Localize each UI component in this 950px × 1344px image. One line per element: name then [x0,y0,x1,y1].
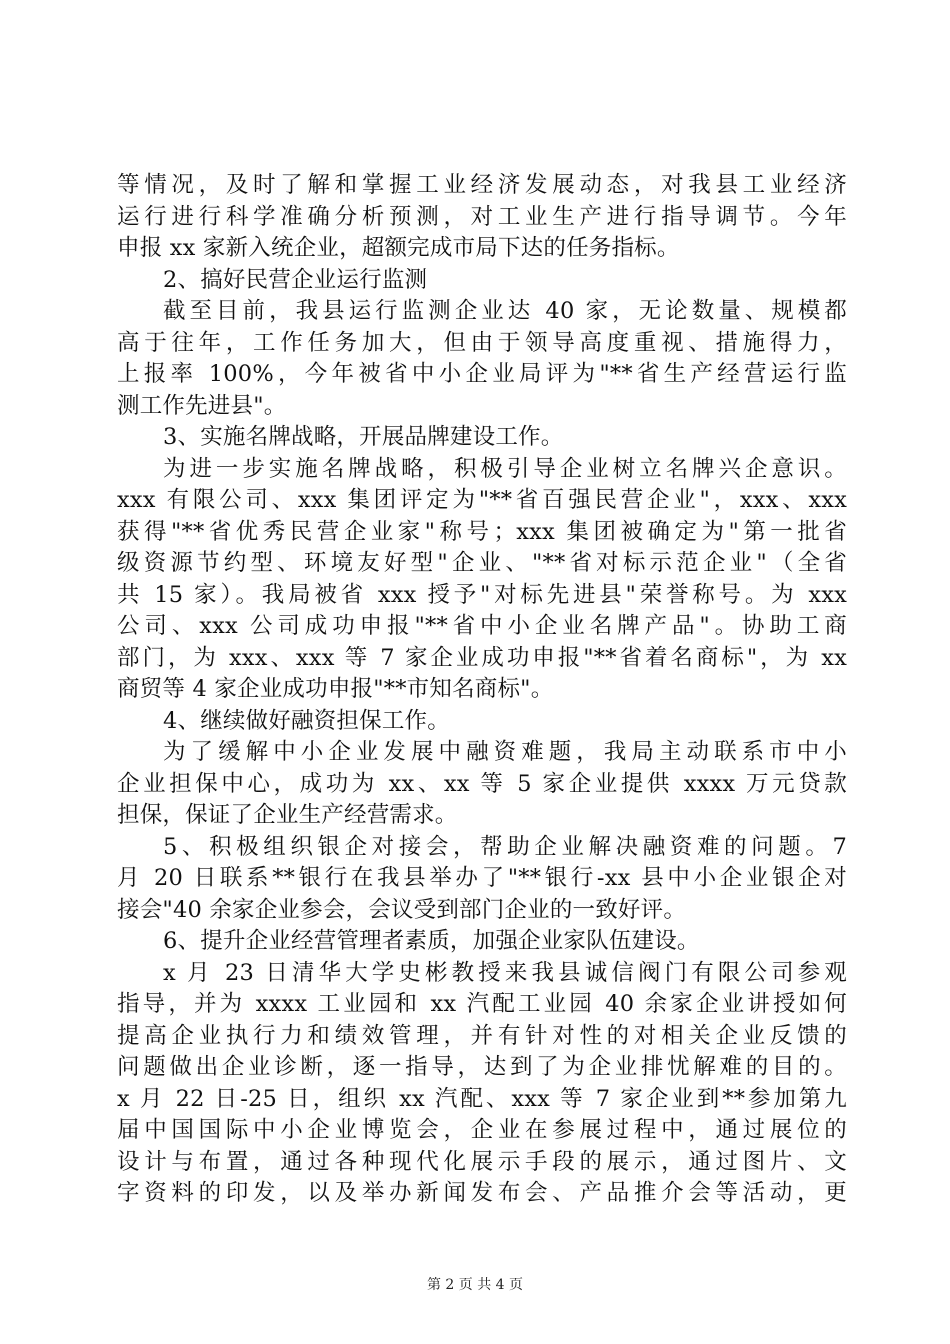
text-line: 提高企业执行力和绩效管理，并有针对性的对相关企业反馈的 [117,1022,847,1049]
text-line: 6、提升企业经营管理者素质，加强企业家队伍建设。 [163,928,700,954]
page-number-footer: 第 2 页 共 4 页 [426,1277,524,1293]
text-line: 获得"**省优秀民营企业家"称号；xxx 集团被确定为"第一批省 [117,518,847,545]
text-line: 截至目前，我县运行监测企业达 40 家，无论数量、规模都 [163,298,847,324]
text-line: 设计与布置，通过各种现代化展示手段的展示，通过图片、文 [117,1148,847,1175]
text-line: 指导，并为 xxxx 工业园和 xx 汽配工业园 40 余家企业讲授如何 [117,991,847,1017]
text-line: 4、继续做好融资担保工作。 [163,707,450,734]
text-line: 届中国国际中小企业博览会，企业在参展过程中，通过展位的 [117,1117,847,1143]
text-line: 公司、xxx 公司成功申报"**省中小企业名牌产品"。协助工商 [117,613,847,639]
text-line: 2、搞好民营企业运行监测 [163,266,428,293]
text-line: 商贸等 4 家企业成功申报"**市知名商标"。 [117,676,554,702]
text-line: 高于往年，工作任务加大，但由于领导高度重视、措施得力， [117,329,847,356]
text-line: 企业担保中心，成功为 xx、xx 等 5 家企业提供 xxxx 万元贷款 [117,770,847,797]
text-line: 问题做出企业诊断，逐一指导，达到了为企业排忧解难的目的。 [117,1054,847,1080]
text-line: 3、实施名牌战略，开展品牌建设工作。 [163,424,564,450]
text-line: 字资料的印发，以及举办新闻发布会、产品推介会等活动，更 [117,1180,847,1206]
text-line: 为进一步实施名牌战略，积极引导企业树立名牌兴企意识。 [163,455,847,482]
text-line: 等情况，及时了解和掌握工业经济发展动态，对我县工业经济 [117,172,847,198]
text-line: 上报率 100%，今年被省中小企业局评为"**省生产经营运行监 [117,361,847,387]
text-line: x 月 23 日清华大学史彬教授来我县诚信阀门有限公司参观 [163,959,847,986]
text-line: 5、积极组织银企对接会，帮助企业解决融资难的问题。7 [163,833,847,860]
text-line: 担保，保证了企业生产经营需求。 [117,802,458,828]
text-line: x 月 22 日-25 日，组织 xx 汽配、xxx 等 7 家企业到**参加第九 [117,1085,847,1112]
text-line: 共 15 家）。我局被省 xxx 授予"对标先进县"荣誉称号。为 xxx [117,581,847,608]
text-line: 部门，为 xxx、xxx 等 7 家企业成功申报"**省着名商标"，为 xx [117,644,847,671]
text-line: 级资源节约型、环境友好型"企业、"**省对标示范企业"（全省 [117,550,847,576]
text-line: 运行进行科学准确分析预测，对工业生产进行指导调节。今年 [117,203,847,230]
text-line: 为了缓解中小企业发展中融资难题，我局主动联系市中小 [163,739,847,765]
text-line: 接会"40 余家企业参会，会议受到部门企业的一致好评。 [117,896,687,923]
text-line: xxx 有限公司、xxx 集团评定为"**省百强民营企业"，xxx、xxx [117,487,847,513]
text-line: 测工作先进县"。 [117,392,287,419]
document-body [117,170,847,1210]
text-line: 申报 xx 家新入统企业，超额完成市局下达的任务指标。 [117,235,680,261]
text-line: 月 20 日联系**银行在我县举办了"**银行-xx 县中小企业银企对 [117,865,847,891]
